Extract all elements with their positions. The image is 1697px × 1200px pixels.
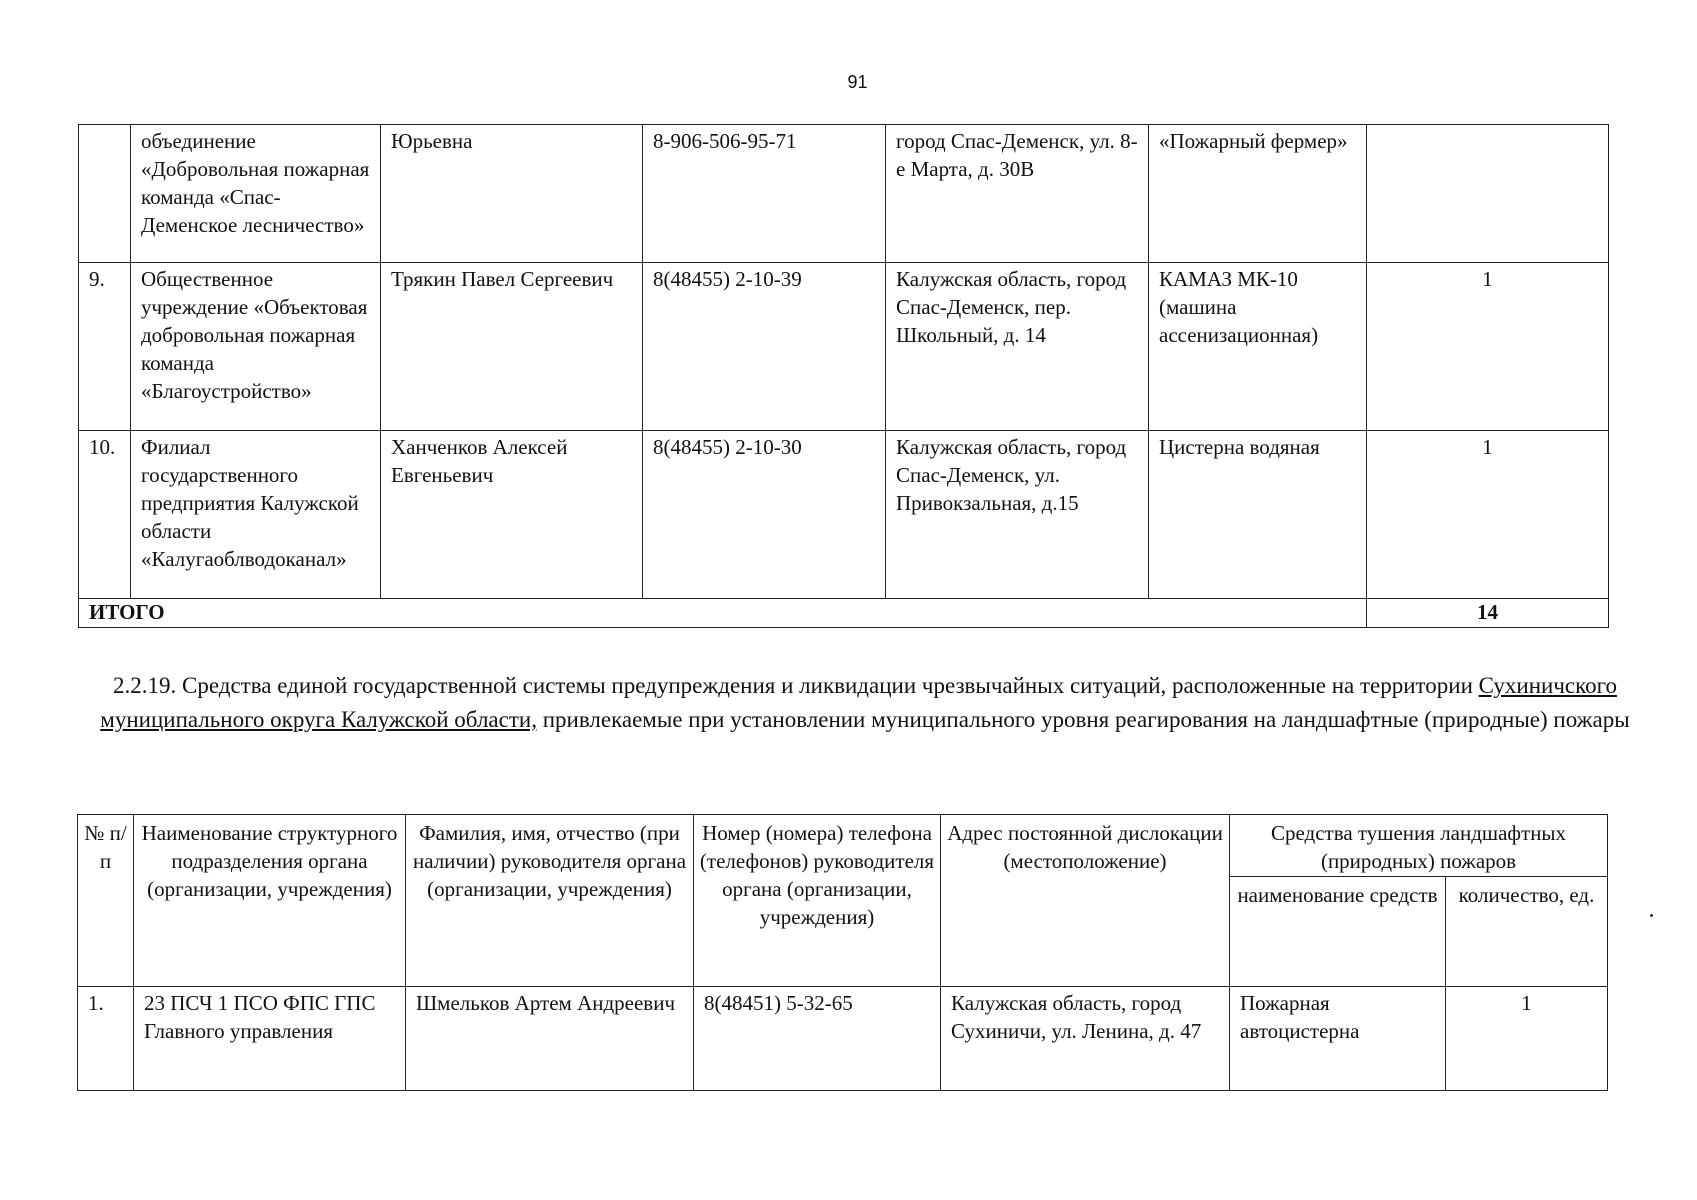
phone: 8(48451) 5-32-65	[694, 987, 941, 1091]
bottom-table	[77, 814, 1608, 1091]
total-value: 14	[1367, 599, 1609, 628]
head-name: Трякин Павел Сергеевич	[381, 263, 643, 431]
head-name: Ханченков Алексей Евгеньевич	[381, 431, 643, 599]
address: Калужская область, город Спас-Деменск, пер. Школьный, д. 14	[886, 263, 1149, 431]
means-name: «Пожарный фермер»	[1149, 125, 1367, 263]
head-name: Шмельков Артем Андреевич	[406, 987, 694, 1091]
means-name: КАМАЗ МК-10 (машина ассенизационная)	[1149, 263, 1367, 431]
address: Калужская область, город Спас-Деменск, ул. Привокзальная, д.15	[886, 431, 1149, 599]
section-heading-text-end: привлекаемые при установлении муниципального уровня реагирования на ландшафтные (природные) пожары	[536, 707, 1630, 732]
section-heading-text: 2.2.19. Средства единой государственной системы предупреждения и ликвидации чрезвычайных ситуаций, расположенные на территории	[113, 673, 1479, 698]
address: Калужская область, город Сухиничи, ул. Ленина, д. 47	[941, 987, 1230, 1091]
header-means-group: Средства тушения ландшафтных (природных) пожаров	[1230, 815, 1608, 877]
table-row	[78, 987, 1608, 1091]
means-qty	[1367, 125, 1609, 263]
row-number	[79, 125, 131, 263]
header-means-qty: количество, ед.	[1446, 877, 1608, 987]
row-number: 9.	[79, 263, 131, 431]
means-qty: 1	[1367, 263, 1609, 431]
org-name: 23 ПСЧ 1 ПСО ФПС ГПС Главного управления	[134, 987, 406, 1091]
header-means-name: наименование средств	[1230, 877, 1446, 987]
scan-dot	[1650, 914, 1653, 917]
table-row	[79, 431, 1609, 599]
header-head: Фамилия, имя, отчество (при наличии) руководителя органа (организации, учреждения)	[406, 815, 694, 987]
table-row	[79, 263, 1609, 431]
header-num: № п/п	[78, 815, 134, 987]
page-number: 91	[847, 72, 868, 92]
table-row	[79, 125, 1609, 263]
section-heading	[100, 669, 1630, 737]
org-name: объединение «Добровольная пожарная команда «Спас-Деменское лесничество»	[131, 125, 381, 263]
org-name: Филиал государственного предприятия Калужской области «Калугаоблводоканал»	[131, 431, 381, 599]
address: город Спас-Деменск, ул. 8-е Марта, д. 30В	[886, 125, 1149, 263]
top-table	[78, 124, 1609, 628]
means-qty: 1	[1367, 431, 1609, 599]
row-number: 1.	[78, 987, 134, 1091]
row-number: 10.	[79, 431, 131, 599]
head-name: Юрьевна	[381, 125, 643, 263]
total-label: ИТОГО	[79, 599, 1367, 628]
total-row	[79, 599, 1609, 628]
means-qty: 1	[1446, 987, 1608, 1091]
section-heading-underlined: Сухиничского муниципального округа Калужской области,	[100, 673, 1617, 732]
phone: 8(48455) 2-10-30	[643, 431, 886, 599]
header-address: Адрес постоянной дислокации (местоположение)	[941, 815, 1230, 987]
phone: 8(48455) 2-10-39	[643, 263, 886, 431]
means-name: Цистерна водяная	[1149, 431, 1367, 599]
header-phone: Номер (номера) телефона (телефонов) руководителя органа (организации, учреждения)	[694, 815, 941, 987]
header-org: Наименование структурного подразделения органа (организации, учреждения)	[134, 815, 406, 987]
means-name: Пожарная автоцистерна	[1230, 987, 1446, 1091]
header-row	[78, 815, 1608, 877]
phone: 8-906-506-95-71	[643, 125, 886, 263]
org-name: Общественное учреждение «Объектовая добровольная пожарная команда «Благоустройство»	[131, 263, 381, 431]
